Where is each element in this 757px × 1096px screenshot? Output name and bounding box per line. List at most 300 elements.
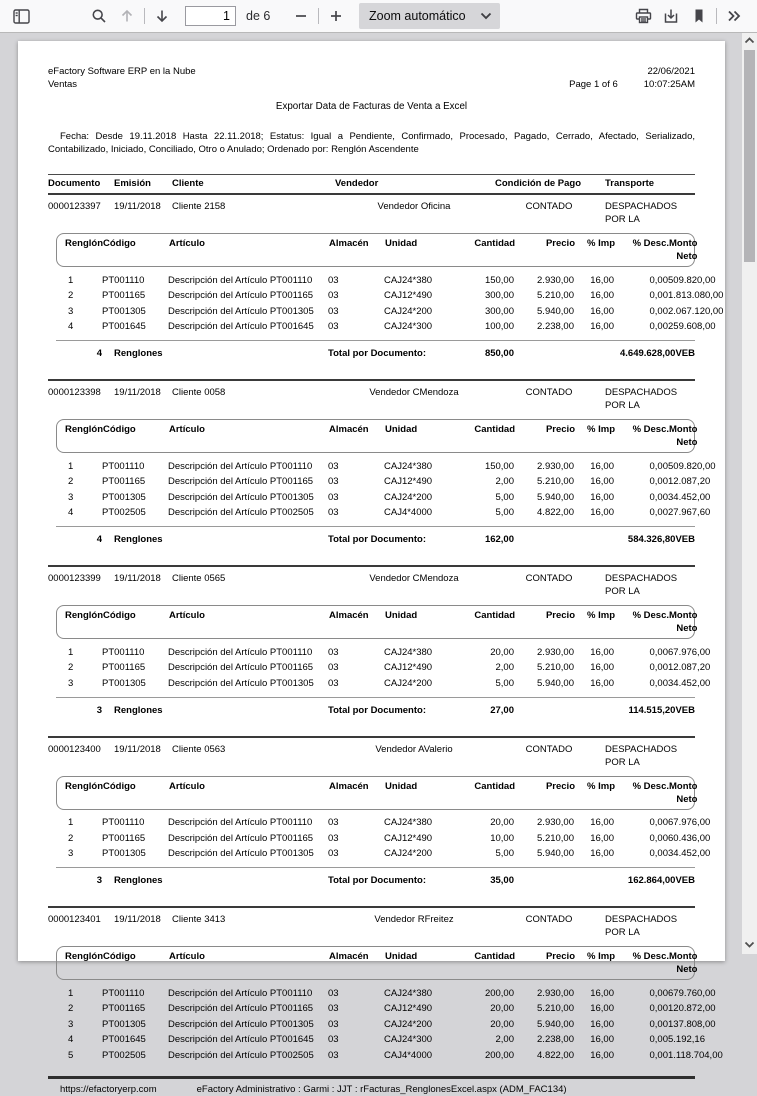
scrollbar-thumb[interactable] [744, 50, 755, 262]
toolbar-expand-button[interactable] [721, 3, 747, 29]
line-cell: Descripción del Artículo PT001305 [168, 305, 314, 317]
line-column-header: Almacén [329, 238, 369, 249]
line-cell: Descripción del Artículo PT001165 [168, 476, 314, 487]
line-cell: 150,00 [484, 460, 514, 472]
line-cell: 0,00 [649, 460, 668, 472]
line-column-header: Unidad [385, 951, 418, 962]
document-vendedor: Vendedor Oficina [377, 201, 451, 212]
line-cell: Descripción del Artículo PT001645 [168, 1034, 314, 1045]
document-emision: 19/11/2018 [114, 201, 161, 212]
line-rows [48, 643, 711, 690]
page-number-input[interactable] [185, 6, 236, 26]
line-cell: 200,00 [484, 987, 514, 999]
line-column-header: Cantidad [474, 951, 515, 962]
document-vendedor: Vendedor RFreitez [374, 914, 454, 925]
line-cell: PT001645 [102, 321, 146, 332]
line-cell: 27.967,60 [668, 507, 711, 518]
total-monto-neto: 114.515,20VEB [628, 704, 695, 716]
line-column-header: % Imp [587, 951, 615, 962]
line-cell: 2.930,00 [537, 817, 574, 828]
line-cell: 2 [68, 1003, 74, 1014]
line-cell: 0,00 [649, 1049, 668, 1061]
line-cell: 16,00 [590, 817, 614, 828]
line-cell: 2 [68, 290, 74, 301]
line-columns-header [56, 233, 698, 267]
document-emision: 19/11/2018 [114, 387, 161, 398]
total-monto-neto: 4.649.628,00VEB [619, 348, 695, 359]
document-transporte: DESPACHADOS POR LA [605, 573, 678, 597]
document-cliente: Cliente 3413 [172, 914, 226, 925]
document-cliente: Cliente 2158 [172, 201, 226, 212]
sidebar-icon [13, 9, 30, 24]
line-column-header: Renglón [65, 610, 103, 621]
line-cell: 3 [68, 848, 74, 859]
line-cell: 16,00 [590, 987, 614, 999]
line-cell: 67.976,00 [668, 646, 711, 658]
line-column-header: Artículo [169, 780, 205, 792]
line-cell: 2.930,00 [537, 274, 574, 286]
line-column-header: % Desc. [632, 424, 669, 435]
line-cell: 2,00 [495, 1034, 514, 1045]
line-row [56, 814, 711, 830]
report-header [48, 65, 695, 91]
line-cell: PT001110 [102, 817, 145, 828]
line-column-header: Cantidad [474, 780, 515, 792]
line-cell: 5.940,00 [537, 677, 574, 689]
line-cell: 03 [328, 662, 339, 673]
line-cell: PT001645 [102, 1034, 146, 1045]
line-cell: Descripción del Artículo PT001305 [168, 677, 314, 689]
line-cell: CAJ4*4000 [384, 1049, 433, 1061]
report-filters: Fecha: Desde 19.11.2018 Hasta 22.11.2018; Estatus: Igual a Pendiente, Confirmado, Procesado, Pagado, Cerrado, Afectado, Serializado, Contabilizado, Iniciado, Conciliado, Otro o Anulado; Ordenado por: Renglón Ascendente [48, 131, 695, 155]
line-cell: 2.238,00 [537, 321, 574, 332]
line-cell: CAJ12*490 [384, 832, 433, 844]
line-cell: 12.087,20 [668, 476, 711, 487]
line-cell: 16,00 [590, 1003, 614, 1014]
document-section [48, 906, 723, 1062]
footer-rule [48, 1076, 695, 1079]
total-monto-neto: 584.326,80VEB [627, 534, 695, 545]
column-header: Transporte [605, 178, 655, 189]
line-column-header: Código [103, 424, 136, 435]
total-renglones-count: 4 [96, 534, 102, 545]
document-documento: 0000123399 [48, 573, 101, 584]
total-renglones-count: 3 [96, 875, 102, 886]
line-cell: 12.087,20 [668, 662, 711, 673]
line-column-header: Precio [545, 951, 575, 962]
line-column-header: Artículo [169, 238, 205, 249]
line-row [56, 829, 711, 845]
minus-icon [294, 9, 308, 23]
line-cell: 1.813.080,00 [668, 290, 724, 301]
line-cell: 5,00 [495, 491, 514, 503]
line-cell: 16,00 [590, 1049, 614, 1061]
line-row [56, 302, 724, 318]
toolbar-separator [318, 8, 319, 24]
line-cell: CAJ12*490 [384, 662, 433, 673]
bookmark-button[interactable] [686, 3, 712, 29]
line-cell: 03 [328, 1003, 339, 1014]
line-column-header: Unidad [385, 610, 418, 621]
line-cell: 16,00 [590, 1034, 614, 1045]
line-cell: 16,00 [590, 646, 614, 658]
line-cell: Descripción del Artículo PT001110 [168, 987, 313, 999]
line-column-header: % Desc. [632, 238, 669, 249]
line-cell: Descripción del Artículo PT002505 [168, 1049, 314, 1061]
line-cell: 16,00 [590, 848, 614, 859]
download-button[interactable] [658, 3, 684, 29]
line-cell: PT001110 [102, 460, 145, 472]
line-cell: PT002505 [102, 1049, 146, 1061]
line-cell: 16,00 [590, 321, 614, 332]
line-cell: 2 [68, 476, 74, 487]
line-cell: 0,00 [649, 646, 668, 658]
report-date: 22/06/2021 [647, 66, 695, 77]
line-cell: 3 [68, 491, 74, 503]
line-cell: 679.760,00 [668, 987, 716, 999]
line-cell: 03 [328, 507, 339, 518]
line-cell: CAJ12*490 [384, 1003, 433, 1014]
line-cell: 5 [68, 1049, 74, 1061]
line-cell: CAJ24*200 [384, 677, 433, 689]
line-column-header: Monto Neto [669, 424, 698, 448]
line-column-header: Cantidad [474, 610, 515, 621]
search-button[interactable] [86, 3, 112, 29]
line-cell: 2.930,00 [537, 987, 574, 999]
double-chevron-right-icon [726, 9, 742, 23]
line-cell: 20,00 [490, 1018, 514, 1030]
line-cell: CAJ24*300 [384, 1034, 433, 1045]
document-condicion_pago: CONTADO [525, 914, 573, 925]
line-cell: 2 [68, 662, 74, 673]
line-cell: 5.192,16 [668, 1034, 705, 1045]
line-column-header: Unidad [385, 238, 418, 249]
line-column-header: Monto Neto [669, 238, 698, 262]
line-cell: CAJ24*300 [384, 321, 433, 332]
line-column-header: Monto Neto [669, 951, 698, 975]
document-row [48, 908, 695, 941]
line-cell: 0,00 [649, 817, 668, 828]
line-cell: CAJ24*380 [384, 817, 433, 828]
line-column-header: Almacén [329, 610, 369, 621]
line-cell: Descripción del Artículo PT001110 [168, 274, 313, 286]
line-row [56, 1015, 716, 1031]
line-cell: PT001110 [102, 646, 145, 658]
total-por-documento-label: Total por Documento: [328, 704, 426, 716]
total-renglones-label: Renglones [114, 534, 163, 545]
line-cell: 03 [328, 290, 339, 301]
total-por-documento-label: Total por Documento: [328, 875, 426, 886]
document-total-row [56, 698, 695, 727]
line-cell: CAJ24*380 [384, 646, 433, 658]
line-row [56, 473, 711, 489]
toolbar-separator [144, 8, 145, 24]
print-button[interactable] [630, 3, 656, 29]
line-cell: Descripción del Artículo PT001645 [168, 321, 314, 332]
line-cell: Descripción del Artículo PT001165 [168, 662, 314, 673]
viewer-content [0, 33, 742, 1095]
line-cell: CAJ12*490 [384, 476, 433, 487]
line-cell: 03 [328, 305, 339, 317]
chevron-down-icon [480, 12, 492, 20]
document-row [48, 195, 695, 228]
chevron-down-icon [744, 941, 755, 948]
line-cell: PT001305 [102, 491, 146, 503]
document-row [48, 567, 695, 600]
line-cell: 03 [328, 646, 339, 658]
line-column-header: Almacén [329, 951, 369, 962]
app-title: eFactory Software ERP en la Nube [48, 66, 196, 77]
line-row [56, 457, 716, 473]
line-cell: 03 [328, 491, 339, 503]
zoom-select-value: Zoom automático [369, 9, 466, 23]
line-column-header: Renglón [65, 238, 103, 249]
line-column-header: % Imp [587, 424, 615, 435]
line-cell: 5.940,00 [537, 1018, 574, 1030]
line-column-header: Unidad [385, 780, 418, 792]
line-column-header: Precio [545, 780, 575, 792]
line-cell: CAJ24*200 [384, 848, 433, 859]
total-por-documento-label: Total por Documento: [328, 534, 426, 545]
line-cell: 10,00 [490, 832, 514, 844]
line-cell: PT001110 [102, 987, 145, 999]
zoom-select[interactable] [359, 3, 500, 29]
report-title: Exportar Data de Facturas de Venta a Excel [275, 101, 468, 112]
line-row [56, 1046, 723, 1062]
line-cell: 16,00 [590, 305, 614, 317]
line-cell: 5.940,00 [537, 848, 574, 859]
line-cell: 16,00 [590, 290, 614, 301]
line-cell: Descripción del Artículo PT001305 [168, 491, 314, 503]
line-cell: CAJ24*380 [384, 987, 433, 999]
line-cell: 5.940,00 [537, 491, 574, 503]
total-cantidad: 850,00 [484, 348, 514, 359]
vertical-scrollbar [742, 33, 757, 954]
line-row [56, 659, 711, 675]
line-cell: PT001165 [102, 476, 146, 487]
documents-list [48, 195, 724, 1062]
line-row [56, 504, 711, 520]
line-cell: Descripción del Artículo PT001165 [168, 832, 314, 844]
zoom-out-button[interactable] [288, 3, 314, 29]
document-columns-header [48, 174, 695, 195]
line-cell: 509.820,00 [668, 460, 716, 472]
line-cell: 300,00 [484, 305, 514, 317]
line-rows [48, 814, 711, 861]
line-columns-header [56, 419, 698, 453]
document-row [48, 738, 695, 771]
line-cell: 1.118.704,00 [668, 1049, 723, 1061]
document-condicion_pago: CONTADO [525, 573, 573, 584]
line-cell: PT001305 [102, 848, 146, 859]
line-cell: PT001305 [102, 1018, 146, 1030]
chevron-up-icon [744, 37, 755, 44]
line-cell: Descripción del Artículo PT001110 [168, 460, 313, 472]
line-cell: 0,00 [649, 987, 668, 999]
document-section [48, 379, 716, 556]
line-cell: 4 [68, 1034, 74, 1045]
line-column-header: Artículo [169, 951, 205, 962]
line-cell: 0,00 [649, 662, 668, 673]
line-row [56, 1031, 705, 1047]
footer-url: https://efactoryerp.com [60, 1083, 157, 1095]
line-rows [48, 984, 723, 1062]
report-footer [48, 1083, 695, 1096]
document-section [48, 736, 711, 898]
plus-icon [329, 9, 343, 23]
line-cell: 2.930,00 [537, 460, 574, 472]
line-cell: 16,00 [590, 476, 614, 487]
line-column-header: Código [103, 951, 136, 962]
document-documento: 0000123398 [48, 387, 101, 398]
line-cell: 16,00 [590, 832, 614, 844]
line-column-header: Monto Neto [669, 610, 698, 634]
line-cell: CAJ24*200 [384, 1018, 433, 1030]
line-cell: 16,00 [590, 274, 614, 286]
total-monto-neto: 162.864,00VEB [627, 875, 695, 886]
line-column-header: Código [103, 238, 136, 249]
line-cell: 16,00 [590, 677, 614, 689]
line-cell: 0,00 [649, 491, 668, 503]
line-cell: 5,00 [495, 677, 514, 689]
search-icon [91, 8, 107, 24]
line-cell: 16,00 [590, 491, 614, 503]
line-cell: 03 [328, 677, 339, 689]
document-vendedor: Vendedor AValerio [375, 743, 453, 755]
line-cell: 3 [68, 1018, 74, 1030]
line-cell: 0,00 [649, 290, 668, 301]
line-cell: 2.067.120,00 [668, 305, 724, 317]
line-rows [48, 457, 716, 519]
line-column-header: Cantidad [474, 238, 515, 249]
line-cell: 1 [68, 646, 74, 658]
line-cell: 5.210,00 [537, 662, 574, 673]
line-cell: 16,00 [590, 662, 614, 673]
scroll-up-button[interactable] [742, 33, 757, 48]
previous-page-button[interactable] [114, 3, 140, 29]
line-cell: CAJ24*380 [384, 460, 433, 472]
line-cell: 0,00 [649, 507, 668, 518]
document-condicion_pago: CONTADO [525, 201, 573, 212]
line-cell: PT001110 [102, 274, 145, 286]
line-column-header: Artículo [169, 424, 205, 435]
line-cell: 4 [68, 321, 74, 332]
line-cell: 5.940,00 [537, 305, 574, 317]
line-cell: CAJ4*4000 [384, 507, 433, 518]
line-cell: Descripción del Artículo PT002505 [168, 507, 314, 518]
line-column-header: Código [103, 780, 136, 792]
line-cell: 0,00 [649, 321, 668, 332]
report-page-label: Page 1 of 6 [569, 79, 618, 90]
line-column-header: Precio [545, 238, 575, 249]
line-cell: Descripción del Artículo PT001305 [168, 1018, 314, 1030]
line-cell: 0,00 [649, 832, 668, 844]
total-cantidad: 27,00 [490, 704, 514, 716]
line-cell: 4 [68, 507, 74, 518]
zoom-in-button[interactable] [323, 3, 349, 29]
document-section [48, 565, 711, 727]
line-cell: 03 [328, 274, 339, 286]
sidebar-toggle-button[interactable] [8, 3, 34, 29]
line-cell: 1 [68, 817, 74, 828]
document-row [48, 381, 695, 414]
line-cell: 03 [328, 321, 339, 332]
line-cell: 03 [328, 1034, 339, 1045]
line-cell: 2,00 [495, 476, 514, 487]
line-row [56, 984, 716, 1000]
line-cell: 0,00 [649, 1003, 668, 1014]
arrow-down-icon [154, 8, 170, 24]
document-emision: 19/11/2018 [114, 914, 161, 925]
column-header: Condición de Pago [495, 178, 582, 189]
line-column-header: % Imp [587, 238, 615, 249]
document-condicion_pago: CONTADO [525, 743, 573, 755]
line-cell: 1 [68, 987, 74, 999]
printer-icon [635, 8, 652, 24]
document-emision: 19/11/2018 [114, 573, 161, 584]
line-cell: Descripción del Artículo PT001165 [168, 1003, 314, 1014]
line-cell: CAJ24*380 [384, 274, 433, 286]
document-transporte: DESPACHADOS POR LA [605, 201, 678, 225]
line-column-header: Artículo [169, 610, 205, 621]
line-cell: 5,00 [495, 848, 514, 859]
line-cell: CAJ24*200 [384, 305, 433, 317]
line-cell: PT001305 [102, 677, 146, 689]
line-cell: 16,00 [590, 507, 614, 518]
scroll-down-button[interactable] [742, 937, 757, 952]
next-page-button[interactable] [149, 3, 175, 29]
line-cell: 03 [328, 476, 339, 487]
line-column-header: Almacén [329, 424, 369, 435]
line-cell: 67.976,00 [668, 817, 711, 828]
line-column-header: Código [103, 610, 136, 621]
line-cell: 3 [68, 305, 74, 317]
line-cell: 5.210,00 [537, 476, 574, 487]
line-column-header: % Desc. [632, 780, 669, 792]
line-cell: 5.210,00 [537, 832, 574, 844]
line-cell: PT001165 [102, 1003, 146, 1014]
total-renglones-count: 3 [96, 704, 102, 716]
line-cell: 20,00 [490, 817, 514, 828]
line-row [56, 845, 711, 861]
line-cell: 03 [328, 817, 339, 828]
line-cell: PT001165 [102, 832, 146, 844]
line-columns-header [56, 776, 698, 810]
line-cell: 20,00 [490, 646, 514, 658]
line-cell: 200,00 [484, 1049, 514, 1061]
document-cliente: Cliente 0563 [172, 743, 226, 755]
line-cell: 16,00 [590, 1018, 614, 1030]
document-transporte: DESPACHADOS POR LA [605, 914, 678, 938]
line-column-header: Almacén [329, 780, 369, 792]
report-time: 10:07:25AM [643, 79, 695, 90]
total-renglones-label: Renglones [114, 704, 163, 716]
line-cell: 120.872,00 [668, 1003, 716, 1014]
line-cell: 300,00 [484, 290, 514, 301]
line-column-header: Precio [545, 424, 575, 435]
line-cell: Descripción del Artículo PT001165 [168, 290, 314, 301]
toolbar-separator [716, 8, 717, 24]
line-cell: 34.452,00 [668, 677, 711, 689]
total-cantidad: 35,00 [490, 875, 514, 886]
line-row [56, 674, 711, 690]
line-column-header: Precio [545, 610, 575, 621]
line-columns-header [56, 605, 698, 639]
document-total-row [56, 527, 695, 556]
line-column-header: Renglón [65, 424, 103, 435]
column-header: Emisión [114, 178, 151, 189]
document-transporte: DESPACHADOS POR LA [605, 743, 678, 768]
